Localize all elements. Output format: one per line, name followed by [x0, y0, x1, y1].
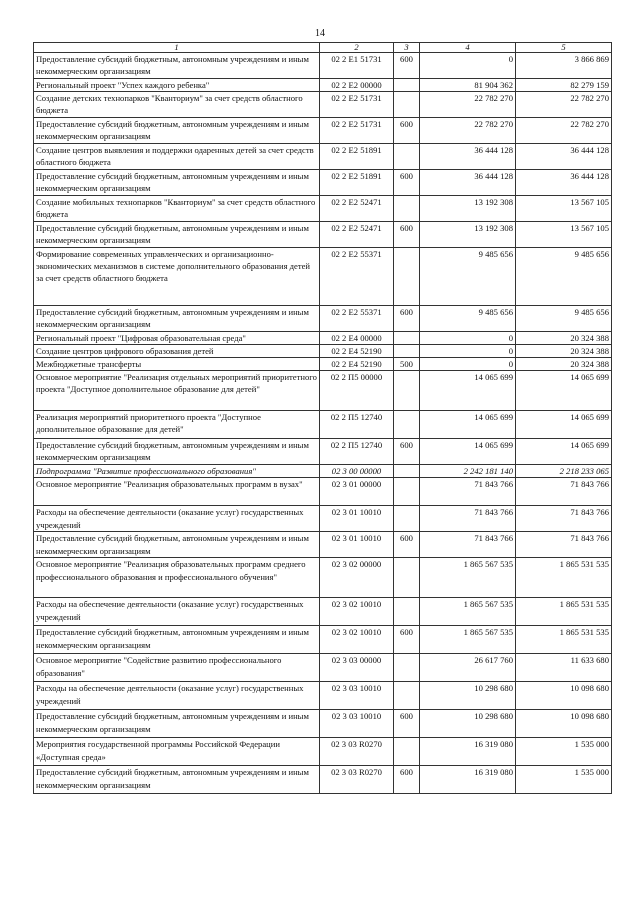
- amount-year-2-cell: 71 843 766: [516, 532, 612, 558]
- item-name-cell: Региональный проект "Успех каждого ребенка": [34, 79, 320, 92]
- amount-year-2-cell: 1 535 000: [516, 766, 612, 794]
- amount-year-1-cell: 71 843 766: [420, 478, 516, 506]
- amount-year-1-cell: 16 319 080: [420, 738, 516, 766]
- amount-year-2-cell: 9 485 656: [516, 306, 612, 332]
- item-name-cell: Подпрограмма "Развитие профессионального образования": [34, 465, 320, 478]
- item-name-cell: Основное мероприятие "Реализация образовательных программ в вузах": [34, 478, 320, 506]
- item-name-cell: Предоставление субсидий бюджетным, автономным учреждениям и иным некоммерческим организациям: [34, 439, 320, 465]
- table-row: [34, 222, 612, 248]
- target-code-cell: 02 2 E4 00000: [320, 332, 394, 345]
- amount-year-1-cell: 36 444 128: [420, 144, 516, 170]
- amount-year-2-cell: 22 782 270: [516, 92, 612, 118]
- amount-year-1-cell: 13 192 308: [420, 196, 516, 222]
- amount-year-1-cell: 1 865 567 535: [420, 626, 516, 654]
- amount-year-2-cell: 10 098 680: [516, 710, 612, 738]
- amount-year-1-cell: 14 065 699: [420, 439, 516, 465]
- item-name-cell: Создание мобильных технопарков "Кванториум" за счет средств областного бюджета: [34, 196, 320, 222]
- amount-year-2-cell: 36 444 128: [516, 170, 612, 196]
- target-code-cell: 02 2 E2 00000: [320, 79, 394, 92]
- table-row: [34, 738, 612, 766]
- amount-year-2-cell: 20 324 388: [516, 332, 612, 345]
- table-row: [34, 626, 612, 654]
- expense-type-cell: [394, 478, 420, 506]
- amount-year-1-cell: 81 904 362: [420, 79, 516, 92]
- table-row: [34, 682, 612, 710]
- target-code-cell: 02 3 03 10010: [320, 710, 394, 738]
- item-name-cell: Основное мероприятие "Реализация образовательных программ среднего профессионального образования и профессионального обучения": [34, 558, 320, 598]
- amount-year-2-cell: 9 485 656: [516, 248, 612, 306]
- column-header: 1: [34, 43, 320, 53]
- table-row: [34, 358, 612, 371]
- item-name-cell: Предоставление субсидий бюджетным, автономным учреждениям и иным некоммерческим организациям: [34, 710, 320, 738]
- amount-year-2-cell: 14 065 699: [516, 411, 612, 439]
- table-row: [34, 478, 612, 506]
- expense-type-cell: 600: [394, 118, 420, 144]
- amount-year-1-cell: 0: [420, 358, 516, 371]
- column-header: 4: [420, 43, 516, 53]
- item-name-cell: Предоставление субсидий бюджетным, автономным учреждениям и иным некоммерческим организациям: [34, 53, 320, 79]
- amount-year-2-cell: 22 782 270: [516, 118, 612, 144]
- amount-year-1-cell: 9 485 656: [420, 248, 516, 306]
- expense-type-cell: [394, 682, 420, 710]
- table-row: [34, 248, 612, 306]
- item-name-cell: Мероприятия государственной программы Российской Федерации «Доступная среда»: [34, 738, 320, 766]
- table-row: [34, 598, 612, 626]
- expense-type-cell: 600: [394, 710, 420, 738]
- expense-type-cell: 600: [394, 766, 420, 794]
- expense-type-cell: [394, 248, 420, 306]
- amount-year-1-cell: 0: [420, 332, 516, 345]
- table-row: [34, 371, 612, 411]
- expense-type-cell: [394, 332, 420, 345]
- table-row: [34, 196, 612, 222]
- target-code-cell: 02 3 03 00000: [320, 654, 394, 682]
- expense-type-cell: 600: [394, 170, 420, 196]
- expense-type-cell: [394, 506, 420, 532]
- table-row: [34, 118, 612, 144]
- amount-year-1-cell: 71 843 766: [420, 532, 516, 558]
- expense-type-cell: [394, 345, 420, 358]
- amount-year-1-cell: 9 485 656: [420, 306, 516, 332]
- table-header-row: [34, 43, 612, 53]
- amount-year-2-cell: 13 567 105: [516, 222, 612, 248]
- amount-year-2-cell: 1 865 531 535: [516, 626, 612, 654]
- expense-type-cell: 600: [394, 53, 420, 79]
- table-row: [34, 465, 612, 478]
- column-header: 3: [394, 43, 420, 53]
- column-header: 5: [516, 43, 612, 53]
- item-name-cell: Реализация мероприятий приоритетного проекта "Доступное дополнительное образование для детей": [34, 411, 320, 439]
- item-name-cell: Создание центров выявления и поддержки одаренных детей за счет средств областного бюджета: [34, 144, 320, 170]
- table-row: [34, 766, 612, 794]
- expense-type-cell: [394, 738, 420, 766]
- amount-year-1-cell: 1 865 567 535: [420, 558, 516, 598]
- page-number: 14: [315, 28, 325, 39]
- amount-year-1-cell: 1 865 567 535: [420, 598, 516, 626]
- amount-year-1-cell: 13 192 308: [420, 222, 516, 248]
- amount-year-2-cell: 36 444 128: [516, 144, 612, 170]
- target-code-cell: 02 3 03 10010: [320, 682, 394, 710]
- expense-type-cell: 600: [394, 626, 420, 654]
- item-name-cell: Региональный проект "Цифровая образовательная среда": [34, 332, 320, 345]
- amount-year-1-cell: 10 298 680: [420, 710, 516, 738]
- amount-year-2-cell: 14 065 699: [516, 439, 612, 465]
- item-name-cell: Предоставление субсидий бюджетным, автономным учреждениям и иным некоммерческим организациям: [34, 306, 320, 332]
- amount-year-2-cell: 71 843 766: [516, 506, 612, 532]
- expense-type-cell: [394, 79, 420, 92]
- item-name-cell: Расходы на обеспечение деятельности (оказание услуг) государственных учреждений: [34, 598, 320, 626]
- amount-year-2-cell: 20 324 388: [516, 358, 612, 371]
- amount-year-1-cell: 22 782 270: [420, 92, 516, 118]
- item-name-cell: Основное мероприятие "Реализация отдельных мероприятий приоритетного проекта "Доступное дополнительное образование для детей": [34, 371, 320, 411]
- amount-year-1-cell: 0: [420, 345, 516, 358]
- amount-year-2-cell: 11 633 680: [516, 654, 612, 682]
- target-code-cell: 02 2 E2 52471: [320, 196, 394, 222]
- expense-type-cell: [394, 558, 420, 598]
- item-name-cell: Расходы на обеспечение деятельности (оказание услуг) государственных учреждений: [34, 682, 320, 710]
- expense-type-cell: [394, 144, 420, 170]
- expense-type-cell: [394, 465, 420, 478]
- item-name-cell: Предоставление субсидий бюджетным, автономным учреждениям и иным некоммерческим организациям: [34, 766, 320, 794]
- amount-year-2-cell: 3 866 869: [516, 53, 612, 79]
- item-name-cell: Создание центров цифрового образования детей: [34, 345, 320, 358]
- target-code-cell: 02 3 01 10010: [320, 532, 394, 558]
- amount-year-1-cell: 14 065 699: [420, 371, 516, 411]
- target-code-cell: 02 3 03 R0270: [320, 766, 394, 794]
- amount-year-2-cell: 1 865 531 535: [516, 598, 612, 626]
- target-code-cell: 02 3 02 10010: [320, 626, 394, 654]
- amount-year-1-cell: 10 298 680: [420, 682, 516, 710]
- target-code-cell: 02 2 E2 52471: [320, 222, 394, 248]
- amount-year-2-cell: 14 065 699: [516, 371, 612, 411]
- table-row: [34, 439, 612, 465]
- amount-year-2-cell: 1 865 531 535: [516, 558, 612, 598]
- budget-table: [33, 42, 612, 794]
- amount-year-1-cell: 22 782 270: [420, 118, 516, 144]
- target-code-cell: 02 2 E4 52190: [320, 345, 394, 358]
- item-name-cell: Формирование современных управленческих и организационно-экономических механизмов в системе дополнительного образования детей за счет средств областного бюджета: [34, 248, 320, 306]
- amount-year-2-cell: 13 567 105: [516, 196, 612, 222]
- target-code-cell: 02 3 01 00000: [320, 478, 394, 506]
- table-row: [34, 710, 612, 738]
- target-code-cell: 02 3 02 10010: [320, 598, 394, 626]
- target-code-cell: 02 2 E2 51731: [320, 92, 394, 118]
- expense-type-cell: [394, 196, 420, 222]
- target-code-cell: 02 3 01 10010: [320, 506, 394, 532]
- amount-year-1-cell: 26 617 760: [420, 654, 516, 682]
- target-code-cell: 02 2 E2 51891: [320, 170, 394, 196]
- amount-year-1-cell: 16 319 080: [420, 766, 516, 794]
- amount-year-2-cell: 20 324 388: [516, 345, 612, 358]
- expense-type-cell: [394, 654, 420, 682]
- expense-type-cell: 600: [394, 532, 420, 558]
- amount-year-1-cell: 2 242 181 140: [420, 465, 516, 478]
- item-name-cell: Создание детских технопарков "Кванториум" за счет средств областного бюджета: [34, 92, 320, 118]
- target-code-cell: 02 2 П5 00000: [320, 371, 394, 411]
- amount-year-1-cell: 14 065 699: [420, 411, 516, 439]
- item-name-cell: Предоставление субсидий бюджетным, автономным учреждениям и иным некоммерческим организациям: [34, 222, 320, 248]
- table-row: [34, 144, 612, 170]
- item-name-cell: Предоставление субсидий бюджетным, автономным учреждениям и иным некоммерческим организациям: [34, 170, 320, 196]
- column-header: 2: [320, 43, 394, 53]
- expense-type-cell: [394, 411, 420, 439]
- item-name-cell: Предоставление субсидий бюджетным, автономным учреждениям и иным некоммерческим организациям: [34, 626, 320, 654]
- amount-year-2-cell: 71 843 766: [516, 478, 612, 506]
- target-code-cell: 02 2 E2 55371: [320, 248, 394, 306]
- table-row: [34, 506, 612, 532]
- amount-year-2-cell: 10 098 680: [516, 682, 612, 710]
- target-code-cell: 02 2 E2 55371: [320, 306, 394, 332]
- amount-year-2-cell: 1 535 000: [516, 738, 612, 766]
- target-code-cell: 02 2 E1 51731: [320, 53, 394, 79]
- table-row: [34, 332, 612, 345]
- table-row: [34, 92, 612, 118]
- table-row: [34, 79, 612, 92]
- table-row: [34, 411, 612, 439]
- target-code-cell: 02 2 E2 51731: [320, 118, 394, 144]
- table-row: [34, 170, 612, 196]
- table-row: [34, 53, 612, 79]
- target-code-cell: 02 2 П5 12740: [320, 439, 394, 465]
- target-code-cell: 02 3 00 00000: [320, 465, 394, 478]
- expense-type-cell: 600: [394, 222, 420, 248]
- amount-year-1-cell: 36 444 128: [420, 170, 516, 196]
- expense-type-cell: [394, 598, 420, 626]
- item-name-cell: Предоставление субсидий бюджетным, автономным учреждениям и иным некоммерческим организациям: [34, 118, 320, 144]
- target-code-cell: 02 2 П5 12740: [320, 411, 394, 439]
- target-code-cell: 02 2 E4 52190: [320, 358, 394, 371]
- target-code-cell: 02 3 02 00000: [320, 558, 394, 598]
- table-row: [34, 532, 612, 558]
- amount-year-1-cell: 0: [420, 53, 516, 79]
- amount-year-2-cell: 82 279 159: [516, 79, 612, 92]
- item-name-cell: Основное мероприятие "Содействие развитию профессионального образования": [34, 654, 320, 682]
- expense-type-cell: 500: [394, 358, 420, 371]
- table-row: [34, 654, 612, 682]
- item-name-cell: Предоставление субсидий бюджетным, автономным учреждениям и иным некоммерческим организациям: [34, 532, 320, 558]
- expense-type-cell: [394, 371, 420, 411]
- item-name-cell: Расходы на обеспечение деятельности (оказание услуг) государственных учреждений: [34, 506, 320, 532]
- expense-type-cell: [394, 92, 420, 118]
- expense-type-cell: 600: [394, 439, 420, 465]
- expense-type-cell: 600: [394, 306, 420, 332]
- table-row: [34, 558, 612, 598]
- table-row: [34, 345, 612, 358]
- target-code-cell: 02 2 E2 51891: [320, 144, 394, 170]
- table-row: [34, 306, 612, 332]
- amount-year-1-cell: 71 843 766: [420, 506, 516, 532]
- target-code-cell: 02 3 03 R0270: [320, 738, 394, 766]
- amount-year-2-cell: 2 218 233 065: [516, 465, 612, 478]
- item-name-cell: Межбюджетные трансферты: [34, 358, 320, 371]
